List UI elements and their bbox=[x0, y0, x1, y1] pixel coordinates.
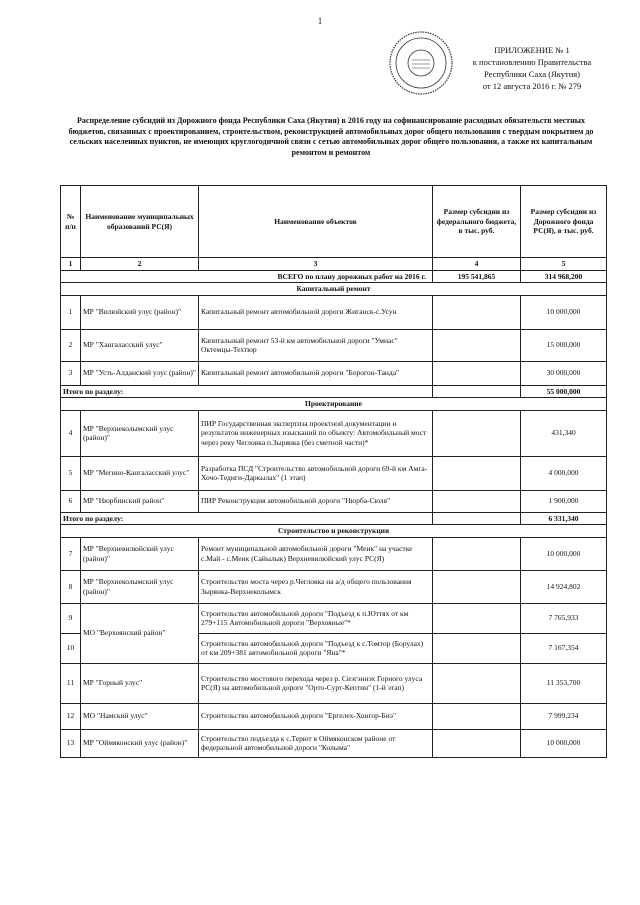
document-title: Распределение субсидий из Дорожного фонда Республики Саха (Якутия) в 2016 году на софинансирование расходных обязательств местных бюджетов, связанных с проектированием, строительством, реконструкцией автомобильных дорог общего пользования с твердым покрытием до сельских населенных пунктов, не имеющих круглогодичной связи с сетью автомобильных дорог общего пользования, а также их капитальным ремонтом и ремонтом bbox=[68, 116, 594, 157]
row-object: Строительство автомобильной дороги "Ергелех-Хонгор-Биэ" bbox=[199, 703, 433, 729]
table-row bbox=[61, 663, 607, 703]
table-row bbox=[61, 537, 607, 570]
row-object: ПИР Реконструкция автомобильной дороги "Нюрба-Сюля" bbox=[199, 490, 433, 512]
row-municipality: МР "Верхневилюйский улус (район)" bbox=[81, 537, 199, 570]
row-number: 7 bbox=[61, 537, 81, 570]
index-cell: 2 bbox=[81, 258, 199, 271]
row-object: Капитальный ремонт автомобильной дороги Жиганск-с.Усун bbox=[199, 295, 433, 329]
row-number: 11 bbox=[61, 663, 81, 703]
row-road-fund: 1 900,000 bbox=[521, 490, 607, 512]
row-road-fund: 10 000,000 bbox=[521, 537, 607, 570]
row-road-fund: 30 000,000 bbox=[521, 361, 607, 385]
row-municipality: МР "Вилюйский улус (район)" bbox=[81, 295, 199, 329]
table-row bbox=[61, 703, 607, 729]
row-number: 3 bbox=[61, 361, 81, 385]
row-object: Строительство мостового перехода через р. Сиэгэннэх Горного улуса РС(Я) на автомобильной дороге "Орто-Сурт-Кептин" (1-й этап) bbox=[199, 663, 433, 703]
row-number: 2 bbox=[61, 329, 81, 361]
row-number: 6 bbox=[61, 490, 81, 512]
header-road-fund: Размер субсидии из Дорожного фонда РС(Я), в тыс. руб. bbox=[521, 186, 607, 258]
appendix-line: от 12 августа 2016 г. № 279 bbox=[482, 81, 582, 91]
table-row bbox=[61, 570, 607, 603]
grand-total-federal: 195 541,865 bbox=[433, 270, 521, 283]
row-municipality: МО "Верхоянский район" bbox=[81, 603, 199, 663]
row-municipality: МР "Верхнеколымский улус (район)" bbox=[81, 410, 199, 456]
row-road-fund: 4 000,000 bbox=[521, 456, 607, 490]
appendix-block bbox=[452, 44, 612, 92]
row-number: 13 bbox=[61, 729, 81, 757]
row-object: Строительство моста через р.Чегловка на а/д общего пользования Зырянка-Верхнеколымск bbox=[199, 570, 433, 603]
row-federal bbox=[433, 570, 521, 603]
row-road-fund: 7 765,933 bbox=[521, 603, 607, 633]
subsidy-table bbox=[60, 185, 607, 758]
grand-total-row bbox=[61, 270, 607, 283]
table-row bbox=[61, 410, 607, 456]
row-municipality: МР "Мегино-Кангаласский улус" bbox=[81, 456, 199, 490]
row-municipality: МР "Усть-Алданский улус (район)" bbox=[81, 361, 199, 385]
row-number: 1 bbox=[61, 295, 81, 329]
row-object: Строительство автомобильной дороги "Подъезд к п.Юттях от км 279+115 Автомобильной дороги "Верхояные"* bbox=[199, 603, 433, 633]
page-number: 1 bbox=[317, 16, 323, 26]
row-number: 9 bbox=[61, 603, 81, 633]
header-federal: Размер субсидии из федерального бюджета, в тыс. руб. bbox=[433, 186, 521, 258]
row-federal bbox=[433, 329, 521, 361]
section-title: Капитальный ремонт bbox=[61, 283, 607, 296]
index-cell: 4 bbox=[433, 258, 521, 271]
table-row bbox=[61, 295, 607, 329]
row-road-fund: 11 353,700 bbox=[521, 663, 607, 703]
row-federal bbox=[433, 490, 521, 512]
row-federal bbox=[433, 729, 521, 757]
row-number: 10 bbox=[61, 633, 81, 663]
row-number: 5 bbox=[61, 456, 81, 490]
row-municipality: МР "Верхнеколымский улус (район)" bbox=[81, 570, 199, 603]
table-row bbox=[61, 729, 607, 757]
table-row bbox=[61, 361, 607, 385]
row-federal bbox=[433, 537, 521, 570]
index-cell: 1 bbox=[61, 258, 81, 271]
row-road-fund: 431,340 bbox=[521, 410, 607, 456]
row-road-fund: 7 167,354 bbox=[521, 633, 607, 663]
section-total-row bbox=[61, 385, 607, 398]
row-federal bbox=[433, 633, 521, 663]
grand-total-label: ВСЕГО по плану дорожных работ на 2016 г. bbox=[61, 270, 433, 283]
row-municipality: МО "Намский улус" bbox=[81, 703, 199, 729]
appendix-line: Республики Саха (Якутия) bbox=[483, 69, 580, 79]
row-object: Строительство автомобильной дороги "Подъезд к с.Томтор (Борулах) от км 209+381 автомобильной дороги "Яна"* bbox=[199, 633, 433, 663]
appendix-line: к постановлению Правительства bbox=[472, 57, 592, 67]
row-federal bbox=[433, 703, 521, 729]
row-road-fund: 10 000,000 bbox=[521, 729, 607, 757]
row-number: 4 bbox=[61, 410, 81, 456]
index-cell: 3 bbox=[199, 258, 433, 271]
row-federal bbox=[433, 456, 521, 490]
section-total-federal bbox=[433, 385, 521, 398]
row-object: Строительство подъезда к с.Терют в Оймяконском районе от федеральной автомобильной дороги "Колыма" bbox=[199, 729, 433, 757]
row-municipality: МР "Хангаласский улус" bbox=[81, 329, 199, 361]
header-num: № п/п bbox=[61, 186, 81, 258]
row-object: Разработка ПСД "Строительство автомобильной дороги 69-й км Амга-Хочо-Тедиги-Даркылах" (1 этап) bbox=[199, 456, 433, 490]
section-header-row bbox=[61, 283, 607, 296]
header-objects: Наименование объектов bbox=[199, 186, 433, 258]
row-road-fund: 14 924,802 bbox=[521, 570, 607, 603]
row-municipality: МР "Горный улус" bbox=[81, 663, 199, 703]
row-object: ПИР Государственная экспертиза проектной документации и результатов инженерных изысканий по объекту: Автомобильный мост через реку Чегловка п.Зырянка (без сметной части)* bbox=[199, 410, 433, 456]
row-federal bbox=[433, 361, 521, 385]
section-header-row bbox=[61, 398, 607, 411]
seal-stamp-icon bbox=[388, 30, 454, 96]
row-road-fund: 7 999,234 bbox=[521, 703, 607, 729]
section-total-label: Итого по разделу: bbox=[61, 512, 433, 525]
table-row bbox=[61, 490, 607, 512]
table-row bbox=[61, 603, 607, 633]
section-total-label: Итого по разделу: bbox=[61, 385, 433, 398]
row-municipality: МР "Нюрбинский район" bbox=[81, 490, 199, 512]
row-road-fund: 10 000,000 bbox=[521, 295, 607, 329]
appendix-line: ПРИЛОЖЕНИЕ № 1 bbox=[494, 45, 570, 55]
index-cell: 5 bbox=[521, 258, 607, 271]
section-total-row bbox=[61, 512, 607, 525]
section-title: Проектирование bbox=[61, 398, 607, 411]
row-federal bbox=[433, 295, 521, 329]
row-road-fund: 15 000,000 bbox=[521, 329, 607, 361]
section-total-value: 55 000,000 bbox=[521, 385, 607, 398]
section-header-row bbox=[61, 525, 607, 538]
section-total-value: 6 331,340 bbox=[521, 512, 607, 525]
row-federal bbox=[433, 603, 521, 633]
row-object: Капитальный ремонт автомобильной дороги "Борогон-Танда" bbox=[199, 361, 433, 385]
row-object: Ремонт муниципальной автомобильной дороги "Меик" на участке с.Май - с.Меик (Сайылык) Верхневилюйский улус РС(Я) bbox=[199, 537, 433, 570]
row-number: 12 bbox=[61, 703, 81, 729]
grand-total-road-fund: 314 968,200 bbox=[521, 270, 607, 283]
row-federal bbox=[433, 663, 521, 703]
table-row bbox=[61, 329, 607, 361]
section-title: Строительство и реконструкция bbox=[61, 525, 607, 538]
section-total-federal bbox=[433, 512, 521, 525]
row-federal bbox=[433, 410, 521, 456]
row-object: Капитальный ремонт 53-й км автомобильной дороги "Умнас" Октемцы-Техтюр bbox=[199, 329, 433, 361]
table-row bbox=[61, 456, 607, 490]
row-municipality: МР "Оймяконский улус (район)" bbox=[81, 729, 199, 757]
row-number: 8 bbox=[61, 570, 81, 603]
header-municipality: Наименование муниципальных образований РС(Я) bbox=[81, 186, 199, 258]
